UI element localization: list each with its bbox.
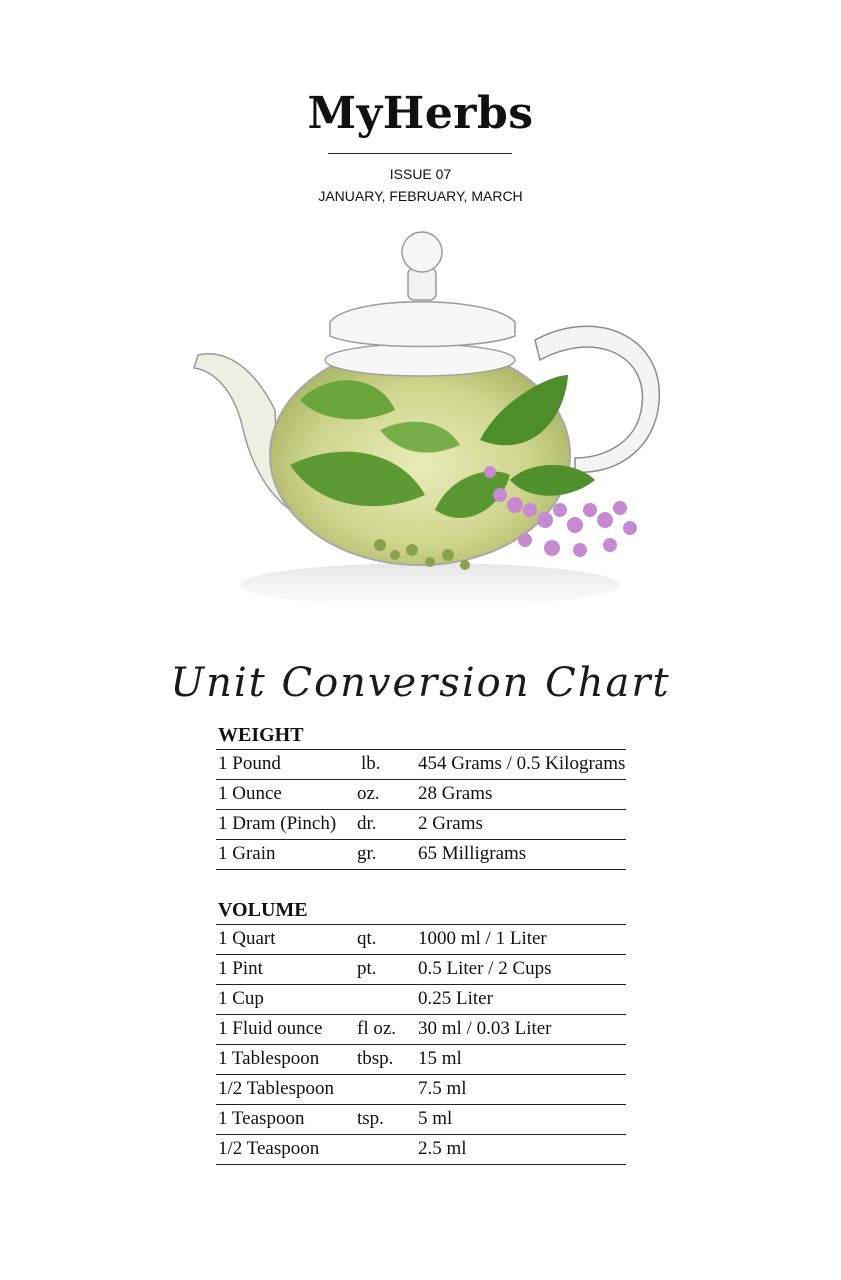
unit-cell: 1/2 Tablespoon	[218, 1078, 335, 1099]
unit-cell: 1 Dram (Pinch)	[218, 813, 337, 834]
abbr-cell: fl oz.	[357, 1018, 397, 1039]
teapot-herbs-photo	[180, 210, 680, 655]
table-row	[216, 749, 626, 779]
abbr-cell: oz.	[357, 783, 380, 804]
abbr-cell: tbsp.	[357, 1048, 394, 1069]
table-row	[216, 809, 626, 839]
table-row	[216, 984, 626, 1014]
unit-cell: 1 Tablespoon	[218, 1048, 320, 1069]
table-row	[216, 779, 626, 809]
table-row	[216, 1014, 626, 1044]
value-cell: 5 ml	[418, 1108, 453, 1129]
issue-number: ISSUE 07	[389, 166, 452, 182]
value-cell: 454 Grams / 0.5 Kilograms	[418, 753, 626, 774]
table-row	[216, 839, 626, 870]
value-cell: 0.5 Liter / 2 Cups	[418, 958, 552, 979]
title-divider	[328, 153, 512, 154]
value-cell: 30 ml / 0.03 Liter	[418, 1018, 552, 1039]
abbr-cell: lb.	[361, 753, 381, 774]
value-cell: 0.25 Liter	[418, 988, 493, 1009]
magazine-title: MyHerbs	[307, 88, 534, 139]
table-row	[216, 924, 626, 954]
table-row	[216, 1134, 626, 1165]
value-cell: 7.5 ml	[418, 1078, 467, 1099]
weight-heading: WEIGHT	[218, 724, 304, 746]
unit-cell: 1 Teaspoon	[218, 1108, 305, 1129]
value-cell: 28 Grams	[418, 783, 493, 804]
table-row	[216, 1074, 626, 1104]
unit-cell: 1 Cup	[218, 988, 264, 1009]
chart-title: Unit Conversion Chart	[170, 660, 671, 706]
unit-cell: 1 Fluid ounce	[218, 1018, 323, 1039]
unit-cell: 1/2 Teaspoon	[218, 1138, 320, 1159]
issue-months: JANUARY, FEBRUARY, MARCH	[318, 188, 523, 204]
value-cell: 2 Grams	[418, 813, 483, 834]
table-row	[216, 1104, 626, 1134]
value-cell: 15 ml	[418, 1048, 462, 1069]
abbr-cell: pt.	[357, 958, 377, 979]
unit-cell: 1 Quart	[218, 928, 276, 949]
table-row	[216, 954, 626, 984]
unit-cell: 1 Pound	[218, 753, 281, 774]
value-cell: 65 Milligrams	[418, 843, 527, 864]
volume-heading: VOLUME	[218, 899, 308, 921]
unit-cell: 1 Pint	[218, 958, 263, 979]
abbr-cell: tsp.	[357, 1108, 384, 1129]
table-row	[216, 1044, 626, 1074]
abbr-cell: dr.	[357, 813, 377, 834]
weight-table	[216, 749, 626, 870]
abbr-cell: qt.	[357, 928, 377, 949]
value-cell: 1000 ml / 1 Liter	[418, 928, 547, 949]
unit-cell: 1 Ounce	[218, 783, 282, 804]
unit-cell: 1 Grain	[218, 843, 276, 864]
abbr-cell: gr.	[357, 843, 377, 864]
value-cell: 2.5 ml	[418, 1138, 467, 1159]
volume-table	[216, 924, 626, 1165]
